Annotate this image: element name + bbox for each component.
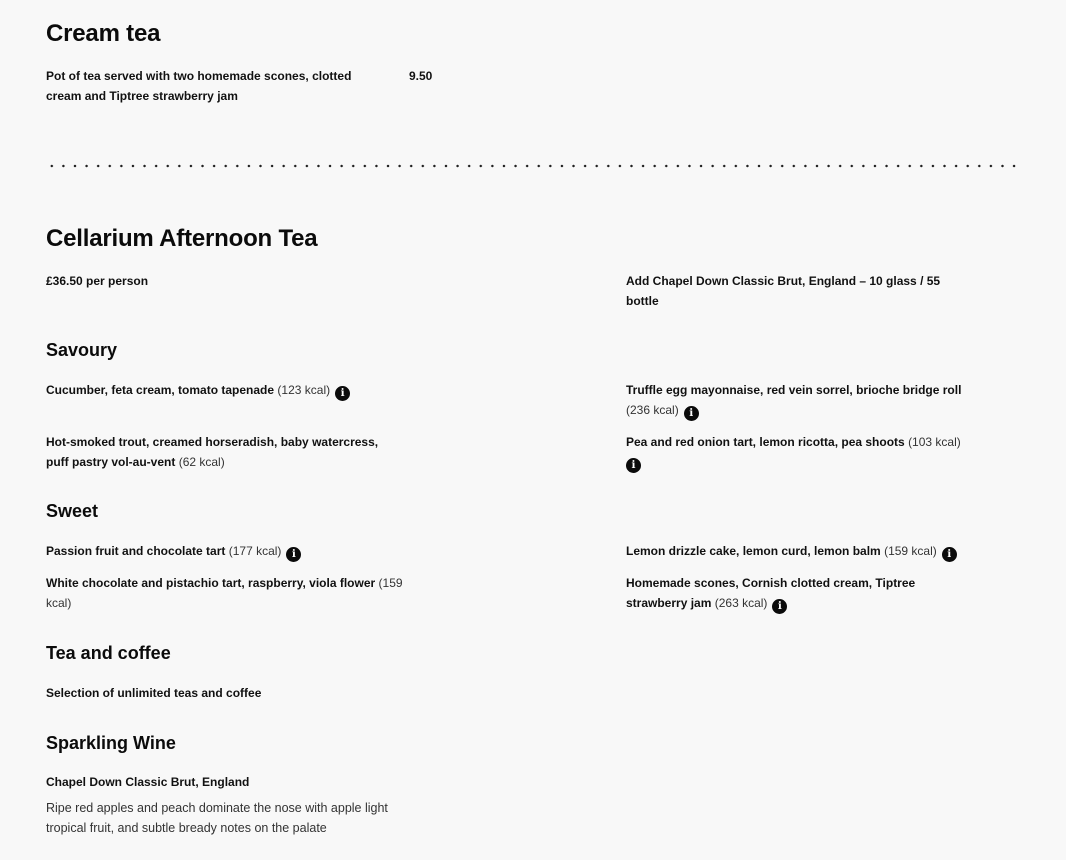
menu-item-name: Pea and red onion tart, lemon ricotta, pea shoots (626, 435, 905, 449)
menu-item-kcal: (236 kcal) (626, 402, 679, 417)
menu-item-sweet (626, 574, 946, 614)
menu-item-name: Lemon drizzle cake, lemon curd, lemon balm (626, 544, 881, 558)
menu-item-price: 9.50 (409, 69, 433, 83)
info-icon[interactable]: i (772, 599, 787, 614)
subsection-title-sweet: Sweet (46, 501, 99, 521)
menu-item-kcal: (263 kcal) (714, 595, 768, 610)
subsection-title-sparkling-wine: Sparkling Wine (46, 733, 176, 753)
section-title-afternoon-tea: Cellarium Afternoon Tea (46, 225, 318, 252)
price-per-person: £36.50 per person (46, 274, 149, 288)
info-icon[interactable]: i (626, 458, 641, 473)
section-title-cream-tea: Cream tea (46, 20, 161, 47)
menu-item-cream-tea: Pot of tea served with two homemade scones, clotted cream and Tiptree strawberry jam (46, 69, 352, 103)
menu-item-sparkling-wine: Chapel Down Classic Brut, England (46, 775, 250, 789)
menu-item-name: White chocolate and pistachio tart, raspberry, viola flower (46, 576, 376, 590)
menu-item-kcal: (177 kcal) (228, 544, 282, 558)
info-icon[interactable]: i (942, 547, 957, 562)
menu-item-kcal: (123 kcal) (277, 383, 331, 397)
subsection-title-savoury: Savoury (46, 340, 118, 360)
menu-item-savoury (46, 381, 406, 401)
menu-item-savoury (46, 433, 396, 472)
info-icon[interactable]: i (684, 406, 699, 421)
menu-item-name: Homemade scones, Cornish clotted cream, Tiptree strawberry jam (626, 576, 916, 610)
menu-item-kcal: (159 kcal) (884, 544, 937, 558)
menu-item-name: Cucumber, feta cream, tomato tapenade (46, 383, 275, 397)
menu-item-name: Truffle egg mayonnaise, red vein sorrel, brioche bridge roll (626, 383, 962, 397)
menu-item-kcal: (103 kcal) (908, 435, 961, 449)
menu-item-savoury (626, 381, 986, 421)
info-icon[interactable]: i (286, 547, 301, 562)
menu-item-sweet (46, 574, 406, 613)
dotted-divider (46, 164, 1016, 168)
menu-item-name: Passion fruit and chocolate tart (46, 544, 226, 558)
menu-item-sweet (46, 542, 406, 562)
info-icon[interactable]: i (335, 386, 350, 401)
sparkling-addon: Add Chapel Down Classic Brut, England – 10 glass / 55 bottle (626, 274, 941, 308)
wine-description: Ripe red apples and peach dominate the nose with apple light tropical fruit, and subtle bready notes on the palate (46, 801, 388, 835)
menu-item-kcal: (159 kcal) (46, 576, 403, 610)
subsection-title-tea-coffee: Tea and coffee (46, 643, 171, 663)
menu-item-sweet (626, 542, 1006, 562)
menu-item-name: Hot-smoked trout, creamed horseradish, baby watercress, puff pastry vol-au-vent (46, 435, 379, 469)
menu-item-kcal: (62 kcal) (178, 454, 225, 469)
menu-item-savoury (626, 433, 981, 473)
menu-item-tea-coffee: Selection of unlimited teas and coffee (46, 686, 262, 700)
